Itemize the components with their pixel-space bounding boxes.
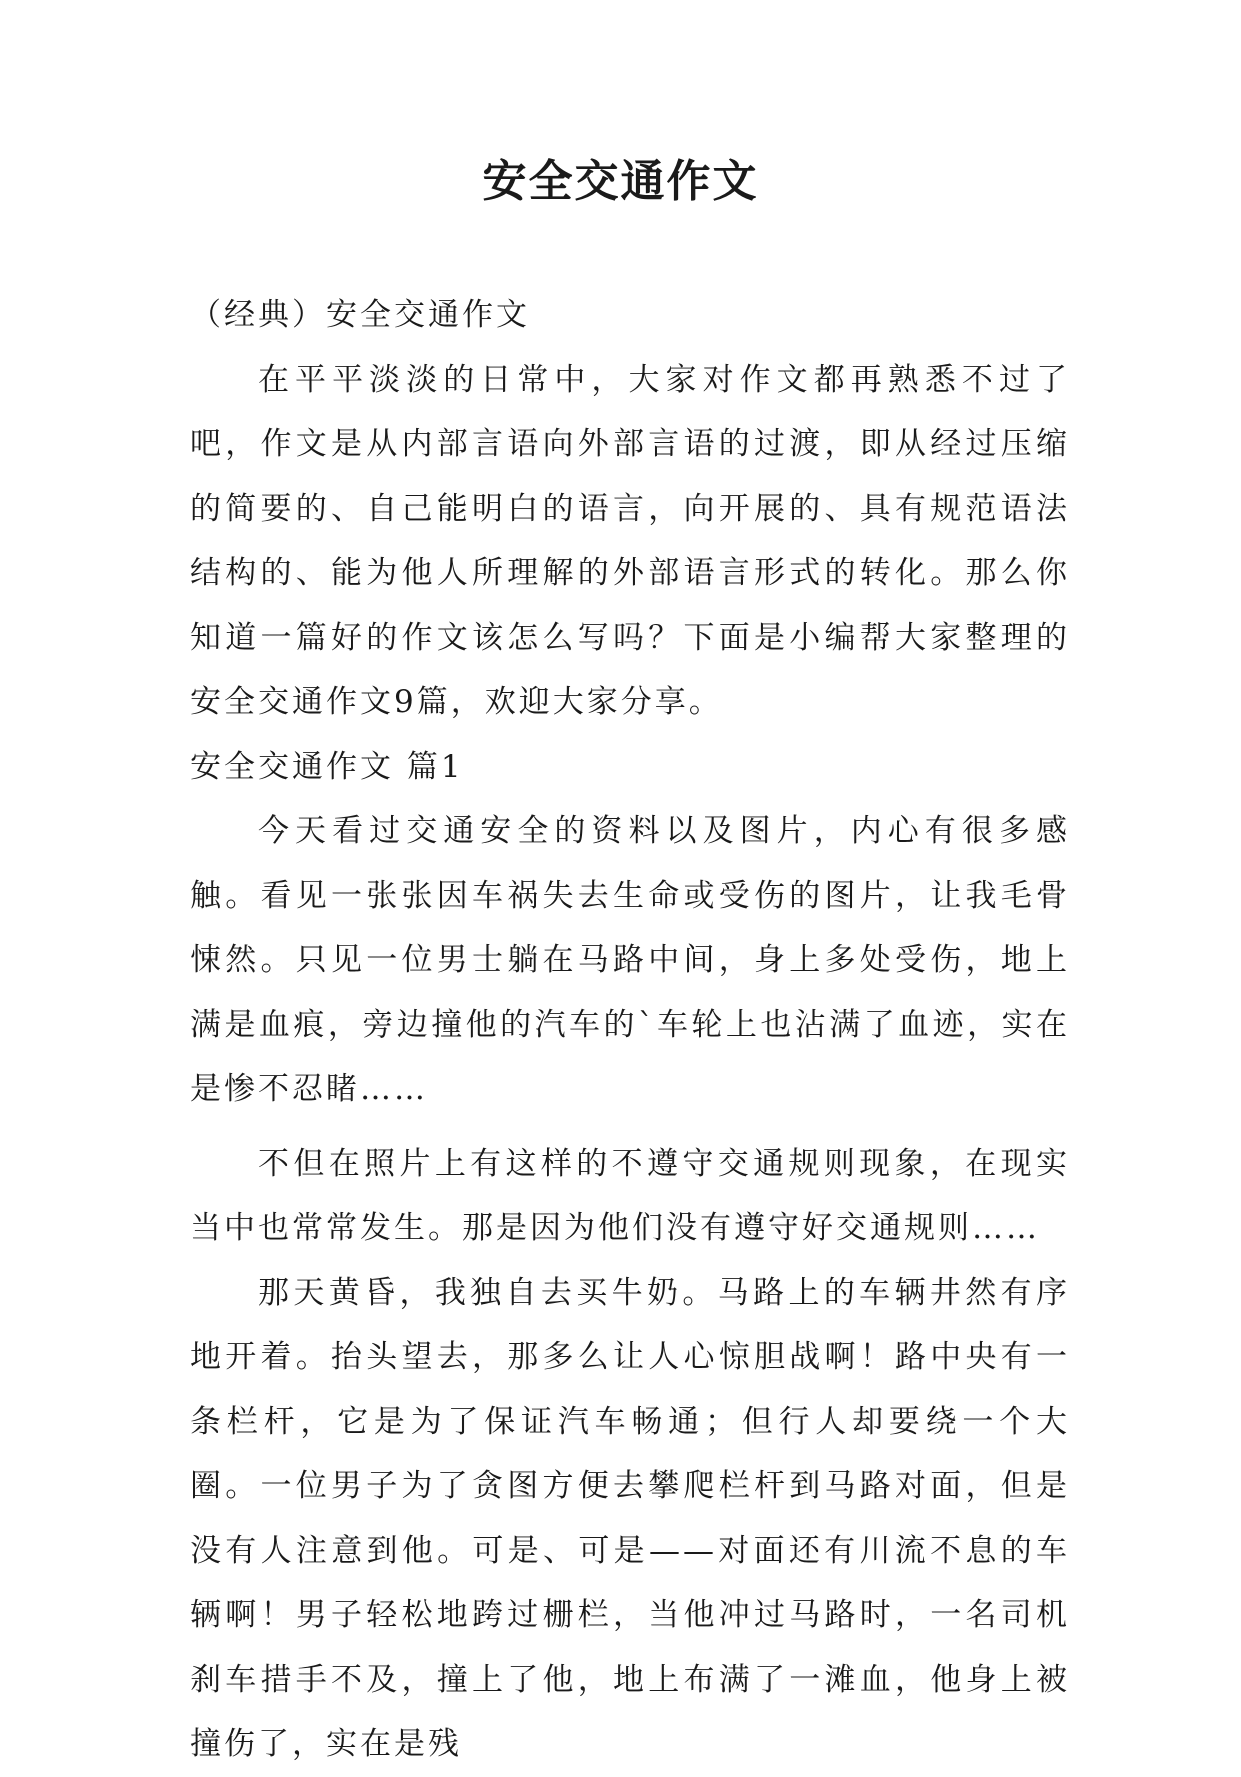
body-paragraph: 不但在照片上有这样的不遵守交通规则现象，在现实当中也常常发生。那是因为他们没有遵守好交通规则…… (190, 1145, 1070, 1246)
document-subtitle: （经典）安全交通作文 (190, 297, 530, 333)
document-title: 安全交通作文 (482, 156, 759, 207)
intro-paragraph: 在平平淡淡的日常中，大家对作文都再熟悉不过了吧，作文是从内部言语向外部言语的过渡，即从经过压缩的简要的、自己能明白的语言，向开展的、具有规范语法结构的、能为他人所理解的外部语言形式的转化。那么你知道一篇好的作文该怎么写吗？下面是小编帮大家整理的安全交通作文9篇，欢迎大家分享。 (190, 361, 1070, 720)
document-body (190, 283, 1070, 1777)
body-paragraph: 今天看过交通安全的资料以及图片，内心有很多感触。看见一张张因车祸失去生命或受伤的图片，让我毛骨悚然。只见一位男士躺在马路中间，身上多处受伤，地上满是血痕，旁边撞他的汽车的`车轮上也沾满了血迹，实在是惨不忍睹…… (190, 813, 1070, 1107)
section-heading: 安全交通作文 篇1 (190, 748, 464, 785)
body-paragraph: 那天黄昏，我独自去买牛奶。马路上的车辆井然有序地开着。抬头望去，那多么让人心惊胆战啊！路中央有一条栏杆，它是为了保证汽车畅通；但行人却要绕一个大圈。一位男子为了贪图方便去攀爬栏杆到马路对面，但是没有人注意到他。可是、可是——对面还有川流不息的车辆啊！男子轻松地跨过栅栏，当他冲过马路时，一名司机刹车措手不及，撞上了他，地上布满了一滩血，他身上被撞伤了，实在是残 (190, 1274, 1070, 1762)
